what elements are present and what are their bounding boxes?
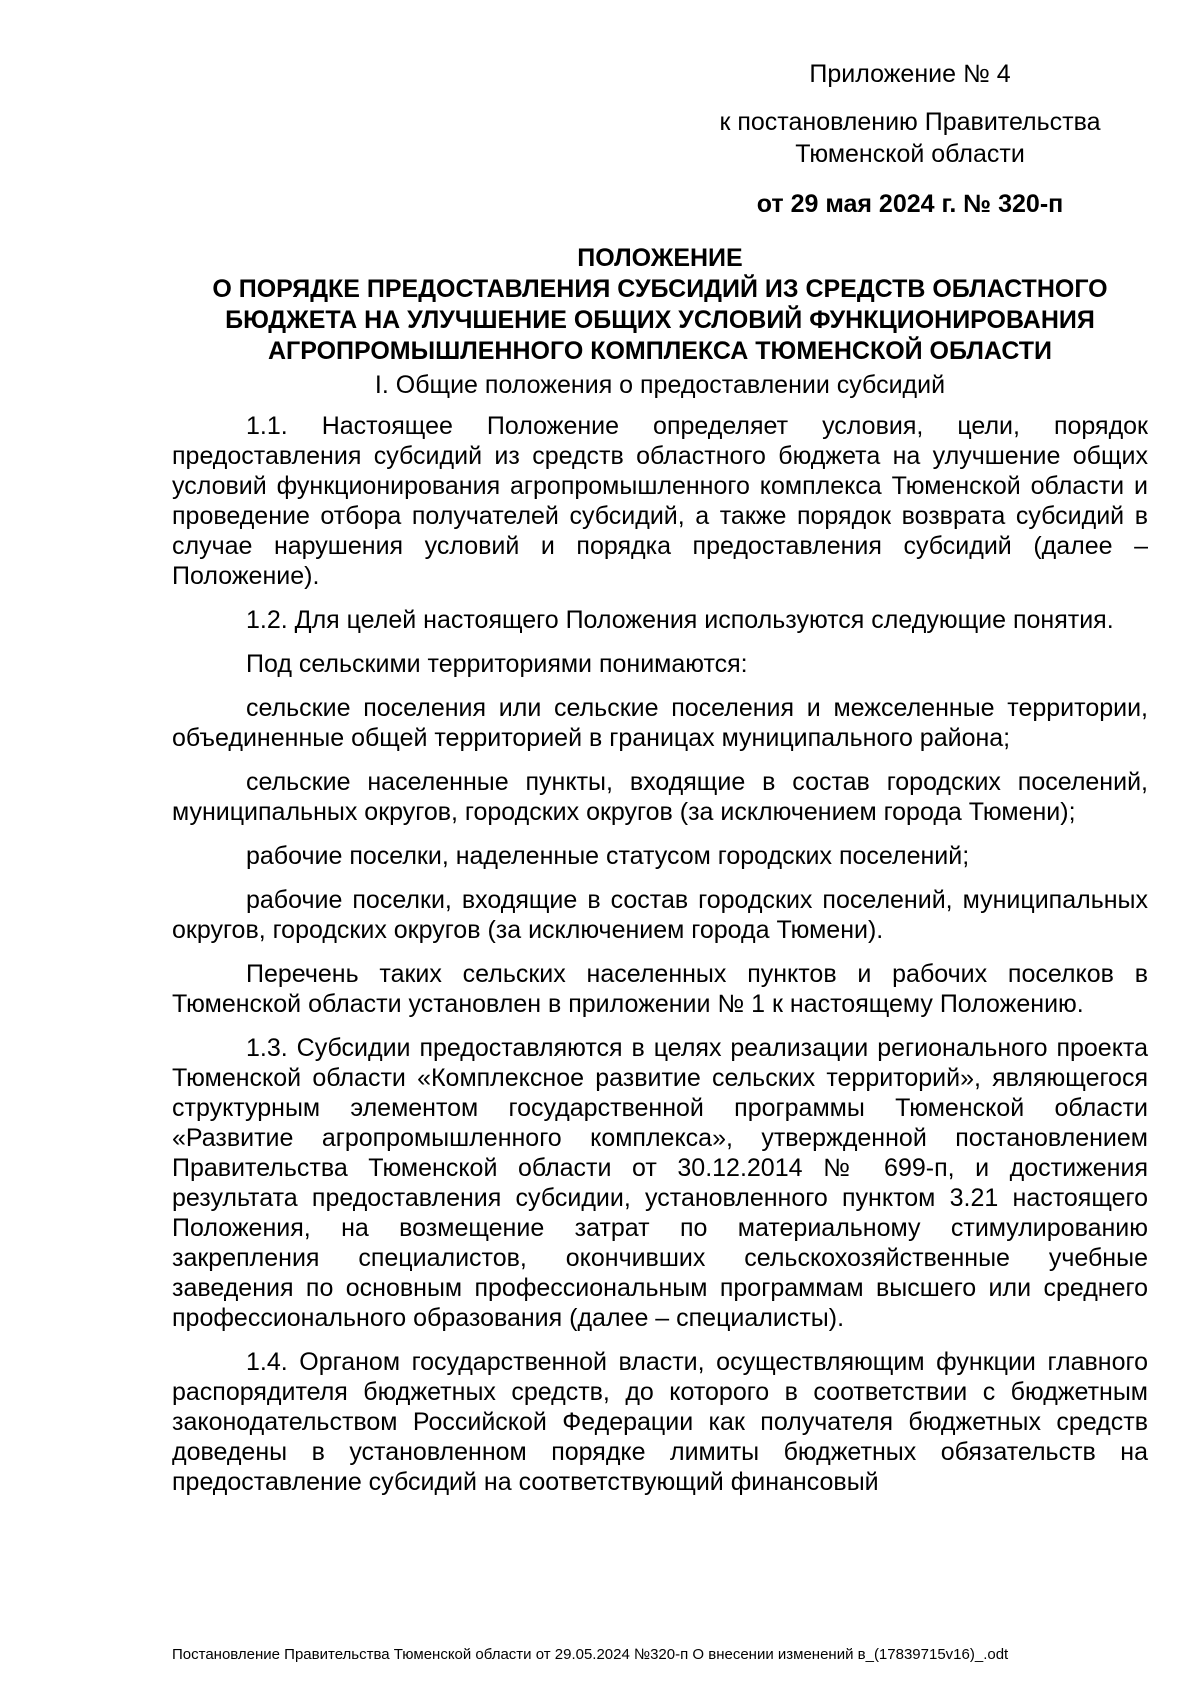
- title-line-2: О ПОРЯДКЕ ПРЕДОСТАВЛЕНИЯ СУБСИДИЙ ИЗ СРЕДСТВ ОБЛАСТНОГО: [212, 275, 1108, 303]
- paragraph-1-2: 1.2. Для целей настоящего Положения используются следующие понятия.: [246, 606, 1114, 634]
- paragraph-1-3: 1.3. Субсидии предоставляются в целях реализации регионального проекта Тюменской области «Комплексное развитие сельских территорий», являющегося структурным элементом государственной программы Тюменской области «Развитие агропромышленного комплекса», утвержденной постановлением Правительства Тюменской области от 30.12.2014 № 699-п, и достижения результата предоставления субсидии, установленного пунктом 3.21 настоящего Положения, на возмещение затрат по материальному стимулированию закрепления специалистов, окончивших сельскохозяйственные учебные заведения по основным профессиональным программам высшего или среднего профессионального образования (далее – специалисты).: [172, 1034, 1148, 1332]
- appendix-header: [700, 58, 1120, 220]
- resolution-reference: к постановлению Правительства: [719, 108, 1101, 136]
- paragraph-list-reference: Перечень таких сельских населенных пунктов и рабочих поселков в Тюменской области установлен в приложении № 1 к настоящему Положению.: [172, 960, 1148, 1018]
- file-footer: Постановление Правительства Тюменской области от 29.05.2024 №320-п О внесении изменений в_(17839715v16)_.odt: [172, 1646, 1009, 1663]
- paragraph-workers-settlements-composition: рабочие поселки, входящие в состав городских поселений, муниципальных округов, городских округов (за исключением города Тюмени).: [172, 886, 1148, 944]
- document-body: [172, 370, 1148, 1511]
- paragraph-rural-localities: сельские населенные пункты, входящие в состав городских поселений, муниципальных округов, городских округов (за исключением города Тюмени);: [172, 768, 1148, 826]
- appendix-number: Приложение № 4: [809, 60, 1011, 88]
- paragraph-rural-settlements: сельские поселения или сельские поселения и межселенные территории, объединенные общей территорией в границах муниципального района;: [172, 694, 1148, 752]
- paragraph-1-1: 1.1. Настоящее Положение определяет условия, цели, порядок предоставления субсидий из средств областного бюджета на улучшение общих условий функционирования агропромышленного комплекса Тюменской области и проведение отбора получателей субсидий, а также порядок возврата субсидий в случае нарушения условий и порядка предоставления субсидий (далее – Положение).: [172, 412, 1148, 590]
- title-line-4: АГРОПРОМЫШЛЕННОГО КОМПЛЕКСА ТЮМЕНСКОЙ ОБЛАСТИ: [268, 337, 1052, 365]
- paragraph-1-4: 1.4. Органом государственной власти, осуществляющим функции главного распорядителя бюджетных средств, до которого в соответствии с бюджетным законодательством Российской Федерации как получателя бюджетных средств доведены в установленном порядке лимиты бюджетных обязательств на предоставление субсидий на соответствующий финансовый: [172, 1348, 1148, 1496]
- title-line-1: ПОЛОЖЕНИЕ: [577, 244, 743, 272]
- title-line-3: БЮДЖЕТА НА УЛУЧШЕНИЕ ОБЩИХ УСЛОВИЙ ФУНКЦИОНИРОВАНИЯ: [225, 306, 1095, 334]
- section-heading: I. Общие положения о предоставлении субсидий: [374, 371, 946, 399]
- region-name: Тюменской области: [795, 140, 1025, 168]
- paragraph-workers-settlements-status: рабочие поселки, наделенные статусом городских поселений;: [246, 842, 970, 870]
- document-title: [170, 243, 1150, 367]
- resolution-date-number: от 29 мая 2024 г. № 320-п: [756, 190, 1064, 218]
- paragraph-rural-definition: Под сельскими территориями понимаются:: [246, 650, 748, 678]
